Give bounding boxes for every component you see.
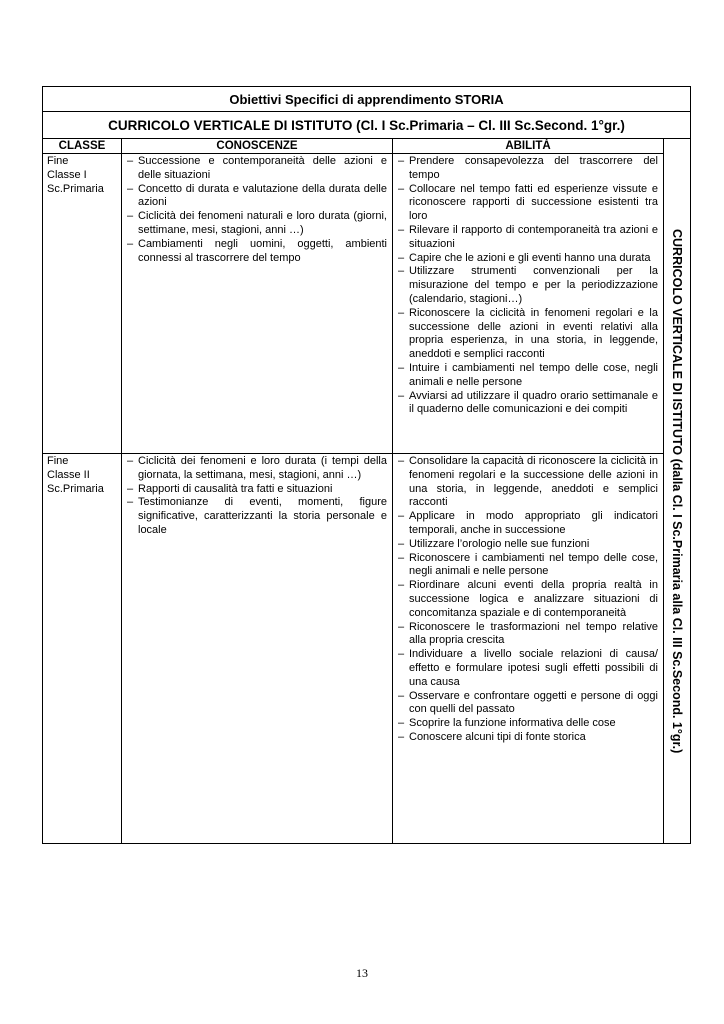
list-item: – Riconoscere le trasformazioni nel tempo relative alla propria crescita: [397, 621, 658, 649]
list-item: – Riordinare alcuni eventi della propria realtà in successione logica e analizzare situazioni di concomitanza spaziale e di contemporaneità: [397, 579, 658, 620]
classe-line: Fine: [47, 155, 69, 167]
list-item: – Riconoscere i cambiamenti nel tempo delle cose, negli animali e nelle persone: [397, 552, 658, 580]
list-item: – Rapporti di causalità tra fatti e situazioni: [126, 483, 387, 497]
list-item: – Collocare nel tempo fatti ed esperienze vissute e riconoscere rapporti di successione esistenti tra loro: [397, 183, 658, 224]
page-number: 13: [356, 966, 368, 980]
list-item: – Ciclicità dei fenomeni naturali e loro durata (giorni, settimane, mesi, stagioni, anni …): [126, 210, 387, 238]
conoscenze-list: [126, 155, 387, 265]
list-item: – Scoprire la funzione informativa delle cose: [397, 717, 658, 731]
side-label: CURRICOLO VERTICALE DI ISTITUTO (dalla Cl. I Sc.Primaria alla Cl. III Sc.Second. 1°gr.): [670, 228, 684, 754]
list-item: – Riconoscere la ciclicità in fenomeni regolari e la successione delle azioni in eventi relativi alla propria esperienza, in una storia, in leggende, aneddoti e semplici racconti: [397, 307, 658, 362]
list-item: – Concetto di durata e valutazione della durata delle azioni: [126, 183, 387, 211]
classe-line: Fine: [47, 455, 69, 467]
list-item: – Osservare e confrontare oggetti e persone di oggi con quelli del passato: [397, 690, 658, 718]
conoscenze-cell: [122, 154, 393, 454]
classe-line: Classe II: [47, 468, 90, 481]
abilita-list: [397, 455, 658, 745]
list-item: – Successione e contemporaneità delle azioni e delle situazioni: [126, 155, 387, 183]
list-item: – Applicare in modo appropriato gli indicatori temporali, anche in successione: [397, 510, 658, 538]
list-item: – Individuare a livello sociale relazioni di causa/ effetto e formulare ipotesi sugli effetti possibili di una causa: [397, 648, 658, 689]
side-label-cell: [664, 139, 691, 844]
list-item: – Cambiamenti negli uomini, oggetti, ambienti connessi al trascorrere del tempo: [126, 238, 387, 266]
table-subtitle: CURRICOLO VERTICALE DI ISTITUTO (Cl. I Sc.Primaria – Cl. III Sc.Second. 1°gr.): [43, 112, 691, 139]
classe-line: Classe I: [47, 168, 87, 181]
table-row: [43, 154, 691, 454]
header-abilita: ABILITÀ: [393, 139, 664, 154]
list-item: – Rilevare il rapporto di contemporaneità tra azioni e situazioni: [397, 224, 658, 252]
header-classe: CLASSE: [43, 139, 122, 154]
list-item: – Utilizzare l’orologio nelle sue funzioni: [397, 538, 658, 552]
list-item: – Testimonianze di eventi, momenti, figure significative, caratterizzanti la storia personale e locale: [126, 496, 387, 537]
list-item: – Consolidare la capacità di riconoscere la ciclicità in fenomeni regolari e la successione delle azioni in una storia, in leggende, aneddoti e semplici racconti: [397, 455, 658, 510]
list-item: – Capire che le azioni e gli eventi hanno una durata: [397, 252, 658, 266]
classe-line: Sc.Primaria: [47, 482, 104, 495]
curriculum-table: [42, 86, 691, 844]
conoscenze-cell: [122, 454, 393, 844]
abilita-cell: [393, 454, 664, 844]
table-row: [43, 454, 691, 844]
list-item: – Conoscere alcuni tipi di fonte storica: [397, 731, 658, 745]
conoscenze-list: [126, 455, 387, 538]
abilita-list: [397, 155, 658, 417]
table-title: Obiettivi Specifici di apprendimento STORIA: [43, 87, 691, 112]
header-conoscenze: CONOSCENZE: [122, 139, 393, 154]
list-item: – Utilizzare strumenti convenzionali per la misurazione del tempo e per la periodizzazione (calendario, stagioni…): [397, 265, 658, 306]
list-item: – Prendere consapevolezza del trascorrere del tempo: [397, 155, 658, 183]
list-item: – Intuire i cambiamenti nel tempo delle cose, negli animali e nelle persone: [397, 362, 658, 390]
list-item: – Avviarsi ad utilizzare il quadro orario settimanale e il quaderno delle comunicazioni e dei compiti: [397, 390, 658, 418]
abilita-cell: [393, 154, 664, 454]
classe-line: Sc.Primaria: [47, 182, 104, 195]
list-item: – Ciclicità dei fenomeni e loro durata (i tempi della giornata, la settimana, mesi, stagioni, anni …): [126, 455, 387, 483]
classe-cell: [43, 154, 122, 454]
classe-cell: [43, 454, 122, 844]
